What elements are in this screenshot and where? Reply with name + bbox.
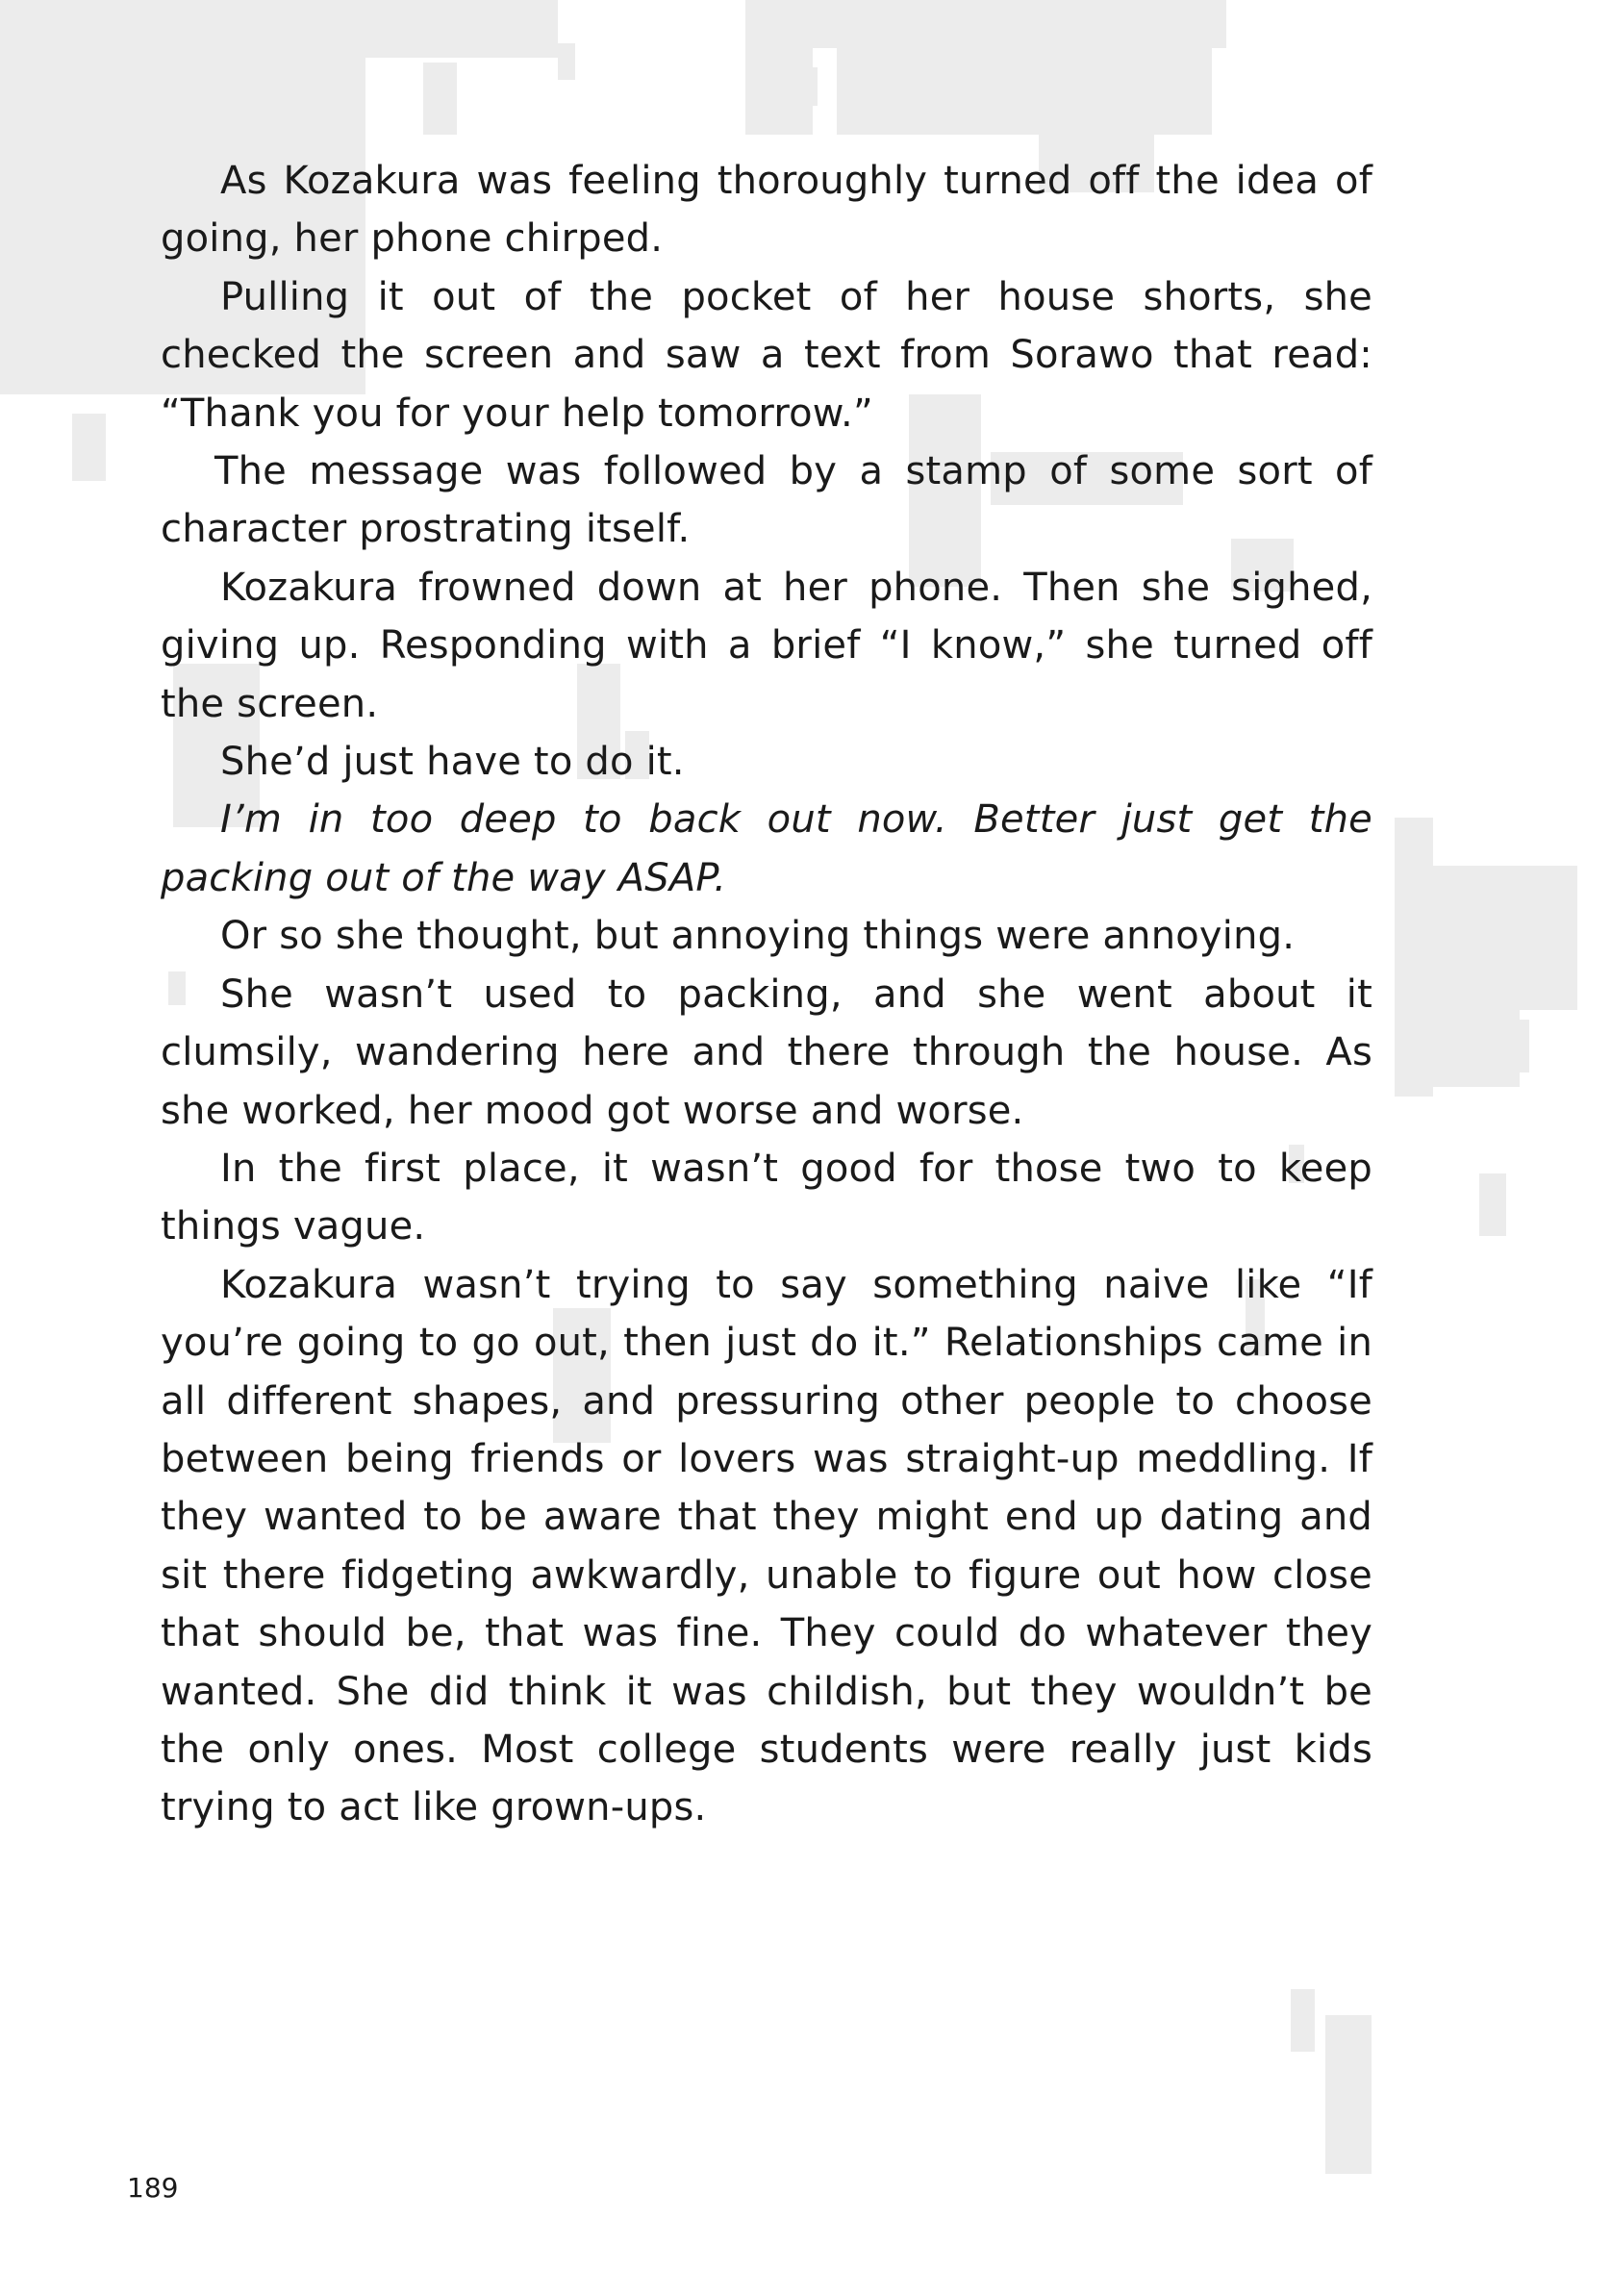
decorative-block [72, 414, 106, 481]
paragraph: Kozakura frowned down at her phone. Then she sighed, giving up. Responding with a brief “I know,” she turned off the screen. [161, 565, 1372, 726]
decorative-block [1291, 1989, 1315, 2052]
decorative-block [164, 53, 274, 149]
decorative-block [837, 0, 1212, 135]
paragraph: In the first place, it wasn’t good for those two to keep things vague. [161, 1146, 1372, 1249]
paragraph: She’d just have to do it. [220, 740, 685, 785]
paragraph: Or so she thought, but annoying things were annoying. [220, 914, 1296, 959]
decorative-block [1479, 1173, 1506, 1236]
paragraph: Kozakura wasn’t trying to say something naive like “If you’re going to go out, then just do it.” Relationships came in all different shapes, and pressuring other people to choose between being friends or lovers was straight-up meddling. If they wanted to be aware that they might end up dating and sit there fidgeting awkwardly, unable to figure out how close that should be, that was fine. They could do whatever they wanted. She did think it was childish, but they wouldn’t be the only ones. Most college students were really just kids trying to act like grown-ups. [161, 1262, 1372, 1830]
paragraph: She wasn’t used to packing, and she went about it clumsily, wandering here and there through the house. As she worked, her mood got worse and worse. [161, 971, 1372, 1133]
decorative-block [798, 67, 818, 106]
paragraph-italic: I’m in too deep to back out now. Better just get the packing out of the way ASAP. [161, 797, 1372, 900]
paragraph: Pulling it out of the pocket of her house shorts, she checked the screen and saw a text from Sorawo that read: “Thank you for your help tomorrow.” [161, 274, 1372, 436]
decorative-block [1433, 1010, 1520, 1087]
decorative-block [1433, 866, 1577, 1010]
decorative-block [1510, 1020, 1529, 1072]
decorative-block [558, 43, 575, 80]
paragraph: As Kozakura was feeling thoroughly turned off the idea of going, her phone chirped. [161, 159, 1372, 262]
decorative-block [423, 63, 457, 135]
decorative-block [365, 0, 558, 58]
body-text [161, 152, 1372, 1837]
page-number: 189 [127, 2172, 179, 2204]
decorative-block [1395, 818, 1433, 1097]
paragraph: The message was followed by a stamp of some sort of character prostrating itself. [161, 449, 1372, 552]
decorative-block [1325, 2015, 1372, 2174]
